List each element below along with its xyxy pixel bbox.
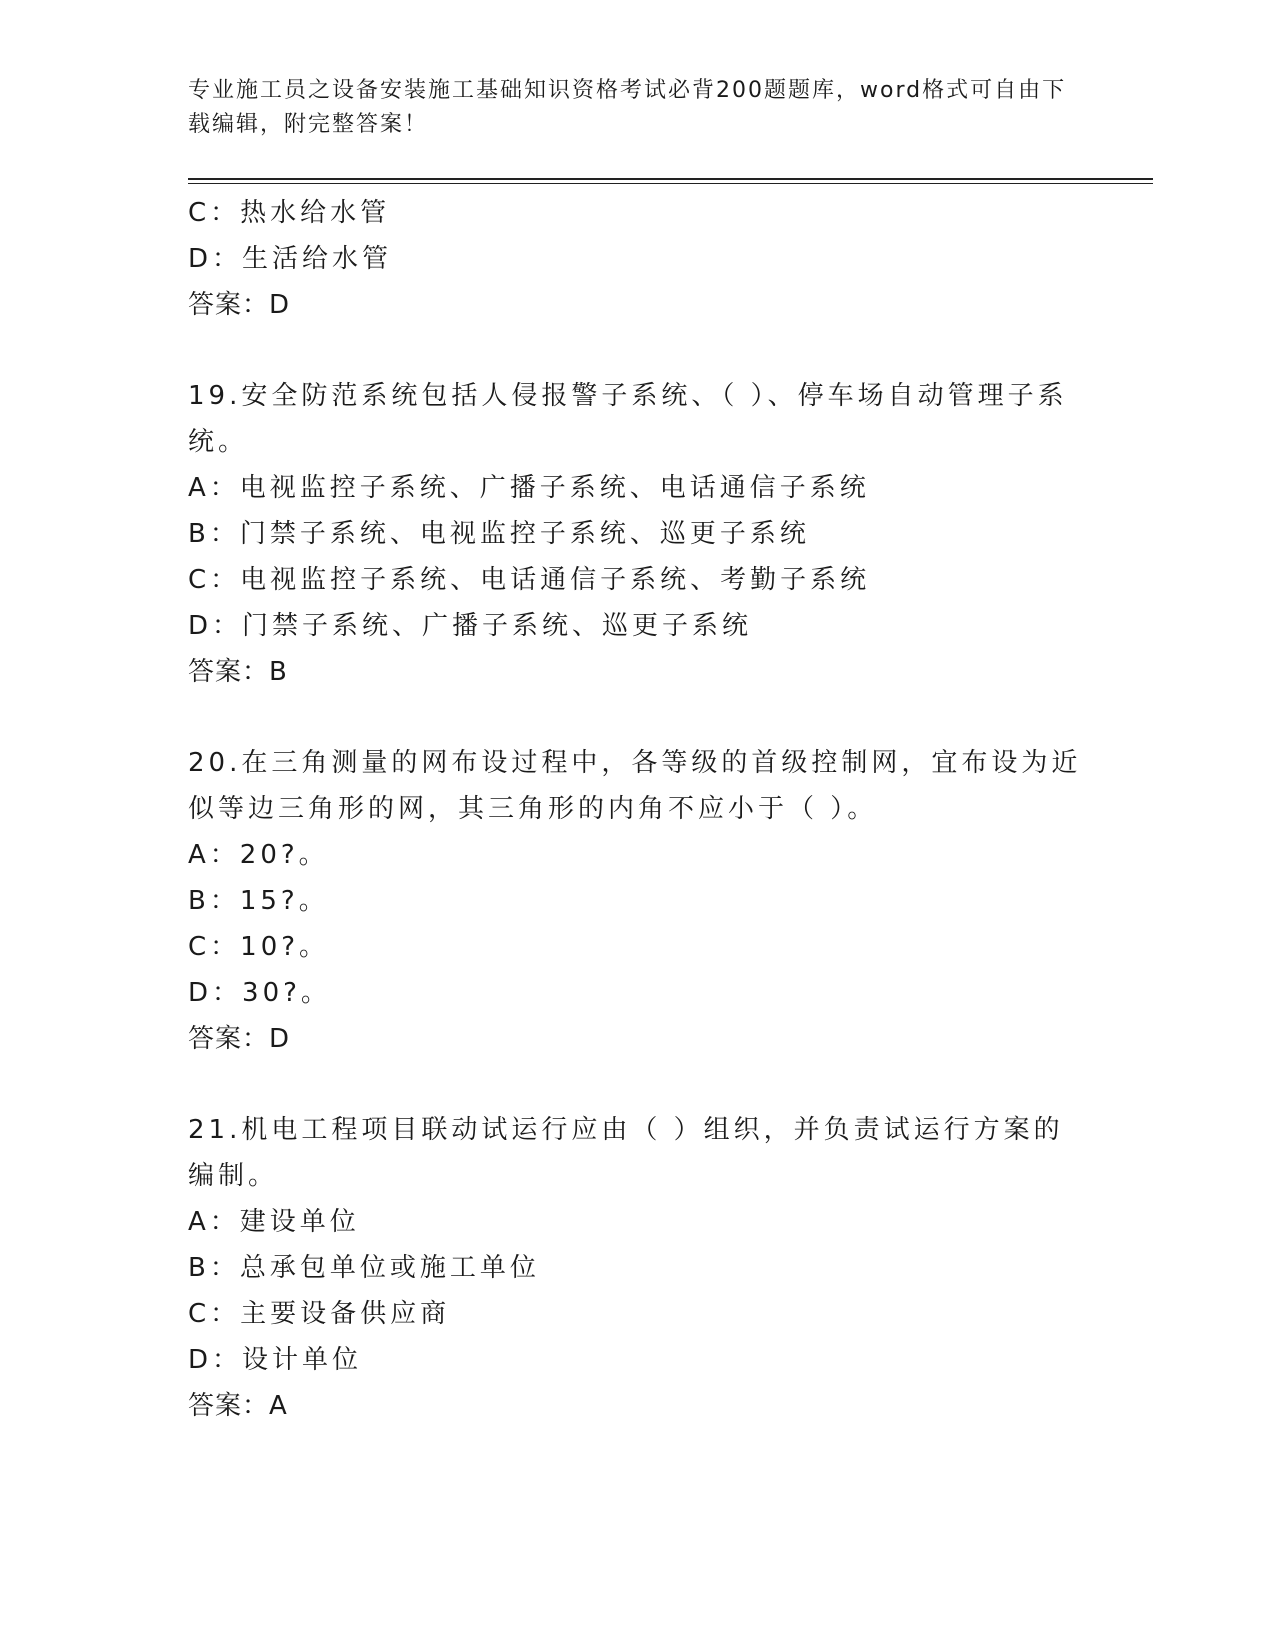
question-text: 19.安全防范系统包括人侵报警子系统、（ ）、停车场自动管理子系统。 [188,381,1068,457]
previous-question-tail [188,190,1088,328]
option-d: D：生活给水管 [188,244,393,274]
answer-line: 答案：A [188,1391,288,1421]
question-block-21 [188,1107,1088,1429]
option-c: C：热水给水管 [188,198,391,228]
answer-line: 答案：B [188,657,288,687]
option-b: B：总承包单位或施工单位 [188,1253,540,1283]
spacer [188,328,1088,373]
option-b: B：15?。 [188,886,329,916]
answer-line: 答案：D [188,1024,291,1054]
option-d: D：设计单位 [188,1345,363,1375]
question-text: 20.在三角测量的网布设过程中，各等级的首级控制网，宜布设为近似等边三角形的网，其三角形的内角不应小于（ ）。 [188,748,1082,824]
question-block-20 [188,740,1088,1062]
question-text: 21.机电工程项目联动试运行应由（ ）组织，并负责试运行方案的编制。 [188,1115,1064,1191]
option-c: C：10?。 [188,932,330,962]
question-block-19 [188,373,1088,695]
document-header: 专业施工员之设备安装施工基础知识资格考试必背200题题库，word格式可自由下载编辑，附完整答案！ [188,78,1067,137]
option-d: D：30?。 [188,978,331,1008]
spacer [188,695,1088,740]
spacer [188,1062,1088,1107]
header-rule-thick [188,178,1153,180]
option-d: D：门禁子系统、广播子系统、巡更子系统 [188,611,753,641]
header-rule-thin [188,183,1153,184]
document-content [188,190,1088,1429]
answer-line: 答案：D [188,290,291,320]
option-c: C：电视监控子系统、电话通信子系统、考勤子系统 [188,565,871,595]
option-b: B：门禁子系统、电视监控子系统、巡更子系统 [188,519,810,549]
option-a: A：电视监控子系统、广播子系统、电话通信子系统 [188,473,870,503]
option-a: A：20?。 [188,840,329,870]
option-c: C：主要设备供应商 [188,1299,451,1329]
option-a: A：建设单位 [188,1207,360,1237]
